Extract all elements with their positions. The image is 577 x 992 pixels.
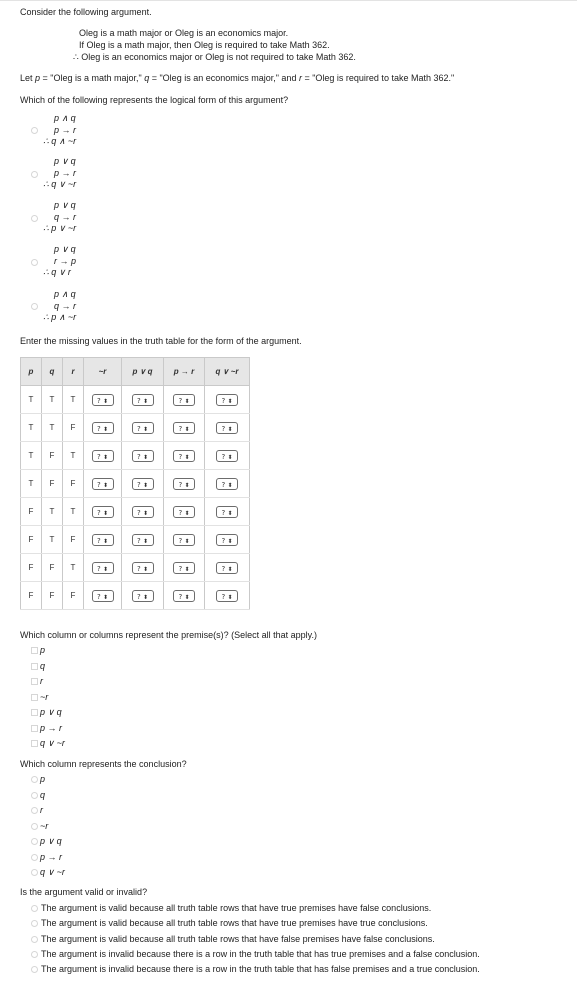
truth-cell-q-or-not-r: [205, 582, 250, 610]
select-arrows-icon: ⬍: [184, 537, 190, 545]
truth-value-q: F: [42, 582, 63, 610]
select-placeholder: ?: [137, 536, 141, 545]
column-header-p-or-q: p ∨ q: [122, 358, 164, 386]
truth-value-q: T: [42, 526, 63, 554]
truth-value-select-not-r[interactable]: [92, 394, 114, 406]
truth-cell-q-or-not-r: [205, 414, 250, 442]
argument-conclusion: ∴ Oleg is an economics major or Oleg is not required to take Math 362.: [73, 52, 356, 62]
truth-value-select-p-implies-r[interactable]: [173, 590, 195, 602]
select-arrows-icon: ⬍: [184, 481, 190, 489]
conclusion-option-4[interactable]: ~r: [40, 820, 49, 831]
truth-value-select-q-or-not-r[interactable]: [216, 478, 238, 490]
premise-option-5[interactable]: p ∨ q: [40, 707, 62, 717]
truth-value-select-q-or-not-r[interactable]: [216, 450, 238, 462]
truth-value-q: F: [42, 554, 63, 582]
validity-radio-3[interactable]: [31, 936, 38, 943]
truth-cell-p-or-q: [122, 386, 164, 414]
truth-cell-q-or-not-r: [205, 498, 250, 526]
truth-value-r: F: [63, 582, 84, 610]
select-arrows-icon: ⬍: [142, 509, 148, 517]
truth-value-select-q-or-not-r[interactable]: [216, 394, 238, 406]
select-arrows-icon: ⬍: [102, 481, 108, 489]
select-placeholder: ?: [178, 592, 183, 601]
truth-cell-q-or-not-r: [205, 386, 250, 414]
truth-value-q: F: [42, 442, 63, 470]
truth-value-select-p-or-q[interactable]: [132, 534, 154, 546]
argument-premise-2: If Oleg is a math major, then Oleg is required to take Math 362.: [79, 40, 330, 50]
select-arrows-icon: ⬍: [102, 565, 108, 573]
truth-cell-p-implies-r: [164, 442, 205, 470]
select-placeholder: ?: [97, 592, 101, 601]
select-placeholder: ?: [221, 424, 226, 433]
truth-cell-not-r: [84, 470, 122, 498]
variable-definitions: Let p = "Oleg is a math major," q = "Oleg is an economics major," and r = "Oleg is required to take Math 362.": [20, 73, 455, 83]
premise-option-6[interactable]: p → r: [40, 722, 63, 733]
truth-table-row: [21, 498, 250, 526]
truth-cell-q-or-not-r: [205, 554, 250, 582]
select-arrows-icon: ⬍: [142, 593, 148, 601]
premise-checkbox-5[interactable]: [31, 709, 38, 716]
truth-table-row: [21, 442, 250, 470]
select-arrows-icon: ⬍: [142, 397, 148, 405]
truth-value-p: F: [21, 526, 42, 554]
truth-value-select-not-r[interactable]: [92, 534, 114, 546]
select-arrows-icon: ⬍: [227, 593, 233, 601]
truth-value-p: F: [21, 498, 42, 526]
truth-value-r: T: [63, 386, 84, 414]
select-arrows-icon: ⬍: [142, 425, 148, 433]
select-arrows-icon: ⬍: [184, 593, 190, 601]
truth-table-question: Enter the missing values in the truth table for the form of the argument.: [20, 336, 302, 346]
select-arrows-icon: ⬍: [227, 565, 233, 573]
truth-cell-p-or-q: [122, 498, 164, 526]
select-placeholder: ?: [137, 508, 141, 517]
truth-cell-not-r: [84, 526, 122, 554]
truth-cell-p-or-q: [122, 526, 164, 554]
truth-value-r: T: [63, 554, 84, 582]
select-placeholder: ?: [221, 396, 226, 405]
argument-premise-1: Oleg is a math major or Oleg is an economics major.: [79, 28, 289, 38]
premise-option-1[interactable]: p: [40, 645, 46, 655]
premise-checkbox-4[interactable]: [31, 694, 38, 701]
select-placeholder: ?: [221, 564, 226, 573]
validity-option-2[interactable]: The argument is valid because all truth table rows that have true premises have true conclusions.: [41, 918, 428, 929]
conclusion-radio-5[interactable]: [31, 838, 38, 845]
top-border: [0, 0, 577, 1]
conclusion-option-2[interactable]: q: [40, 789, 46, 800]
select-placeholder: ?: [221, 480, 226, 489]
select-placeholder: ?: [178, 396, 183, 405]
validity-option-3[interactable]: The argument is valid because all truth table rows that have false premises have false conclusions.: [41, 933, 435, 944]
truth-value-r: F: [63, 470, 84, 498]
select-arrows-icon: ⬍: [142, 453, 148, 461]
truth-cell-q-or-not-r: [205, 470, 250, 498]
conclusion-option-6[interactable]: p → r: [40, 851, 63, 862]
truth-table-row: [21, 526, 250, 554]
select-placeholder: ?: [137, 564, 141, 573]
truth-value-select-p-implies-r[interactable]: [173, 562, 195, 574]
truth-table-row: [21, 470, 250, 498]
premise-checkbox-6[interactable]: [31, 725, 38, 732]
select-placeholder: ?: [97, 396, 101, 405]
truth-cell-not-r: [84, 414, 122, 442]
select-arrows-icon: ⬍: [184, 509, 190, 517]
truth-table: [20, 357, 250, 610]
column-header-not-r: ~r: [84, 358, 122, 386]
truth-value-p: T: [21, 470, 42, 498]
logical-form-option-3[interactable]: p ∨ q q → r ∴ p ∨ ~r: [43, 200, 77, 233]
select-arrows-icon: ⬍: [184, 397, 190, 405]
conclusion-option-7[interactable]: q ∨ ~r: [40, 867, 65, 877]
select-placeholder: ?: [97, 480, 101, 489]
logical-form-radio-1[interactable]: [31, 127, 38, 134]
select-placeholder: ?: [97, 564, 101, 573]
select-arrows-icon: ⬍: [184, 425, 190, 433]
premise-checkbox-1[interactable]: [31, 647, 38, 654]
select-placeholder: ?: [137, 592, 141, 601]
truth-cell-not-r: [84, 442, 122, 470]
truth-value-q: F: [42, 470, 63, 498]
truth-cell-p-or-q: [122, 554, 164, 582]
column-header-r: r: [63, 358, 84, 386]
validity-option-1[interactable]: The argument is valid because all truth table rows that have true premises have false conclusions.: [41, 903, 432, 913]
conclusion-option-1[interactable]: p: [40, 774, 46, 784]
logical-form-radio-4[interactable]: [31, 259, 38, 266]
logical-form-question: Which of the following represents the logical form of this argument?: [20, 95, 289, 105]
truth-table-row: [21, 386, 250, 414]
select-arrows-icon: ⬍: [142, 481, 148, 489]
truth-value-select-not-r[interactable]: [92, 422, 114, 434]
truth-value-select-q-or-not-r[interactable]: [216, 506, 238, 518]
truth-value-select-p-implies-r[interactable]: [173, 394, 195, 406]
truth-cell-p-implies-r: [164, 470, 205, 498]
truth-table-row: [21, 414, 250, 442]
truth-value-select-p-implies-r[interactable]: [173, 450, 195, 462]
truth-value-select-not-r[interactable]: [92, 450, 114, 462]
premise-checkbox-7[interactable]: [31, 740, 38, 747]
premise-option-3[interactable]: r: [40, 676, 43, 686]
select-arrows-icon: ⬍: [102, 397, 108, 405]
truth-cell-p-or-q: [122, 442, 164, 470]
truth-value-select-p-implies-r[interactable]: [173, 422, 195, 434]
truth-value-r: F: [63, 526, 84, 554]
select-arrows-icon: ⬍: [142, 537, 148, 545]
truth-value-p: T: [21, 442, 42, 470]
truth-cell-p-implies-r: [164, 554, 205, 582]
select-placeholder: ?: [178, 424, 183, 433]
select-placeholder: ?: [97, 536, 101, 545]
intro-text: Consider the following argument.: [20, 7, 152, 17]
validity-radio-2[interactable]: [31, 920, 38, 927]
select-arrows-icon: ⬍: [102, 537, 108, 545]
select-placeholder: ?: [137, 424, 141, 433]
column-header-q: q: [42, 358, 63, 386]
premise-option-7[interactable]: q ∨ ~r: [40, 738, 65, 748]
truth-cell-q-or-not-r: [205, 442, 250, 470]
truth-value-select-p-implies-r[interactable]: [173, 478, 195, 490]
select-arrows-icon: ⬍: [227, 509, 233, 517]
validity-radio-1[interactable]: [31, 905, 38, 912]
select-placeholder: ?: [221, 536, 226, 545]
truth-value-q: T: [42, 414, 63, 442]
select-arrows-icon: ⬍: [227, 453, 233, 461]
conclusion-radio-1[interactable]: [31, 776, 38, 783]
column-header-p: p: [21, 358, 42, 386]
truth-value-select-p-or-q[interactable]: [132, 422, 154, 434]
logical-form-option-5[interactable]: p ∧ q q → r ∴ p ∧ ~r: [43, 289, 77, 322]
truth-cell-not-r: [84, 554, 122, 582]
truth-value-select-q-or-not-r[interactable]: [216, 534, 238, 546]
select-placeholder: ?: [178, 564, 183, 573]
truth-value-q: T: [42, 386, 63, 414]
select-placeholder: ?: [137, 396, 141, 405]
truth-table-header: [21, 358, 250, 386]
select-arrows-icon: ⬍: [227, 397, 233, 405]
select-arrows-icon: ⬍: [102, 593, 108, 601]
truth-value-select-p-or-q[interactable]: [132, 562, 154, 574]
truth-cell-q-or-not-r: [205, 526, 250, 554]
conclusion-radio-4[interactable]: [31, 823, 38, 830]
truth-value-select-q-or-not-r[interactable]: [216, 562, 238, 574]
logical-form-radio-2[interactable]: [31, 171, 38, 178]
select-placeholder: ?: [97, 424, 101, 433]
select-placeholder: ?: [97, 452, 101, 461]
conclusion-radio-7[interactable]: [31, 869, 38, 876]
logical-form-option-2[interactable]: p ∨ q p → r ∴ q ∨ ~r: [43, 156, 77, 189]
select-placeholder: ?: [178, 508, 183, 517]
truth-value-select-not-r[interactable]: [92, 562, 114, 574]
select-arrows-icon: ⬍: [184, 565, 190, 573]
conclusion-question: Which column represents the conclusion?: [20, 759, 187, 769]
truth-value-r: T: [63, 442, 84, 470]
truth-value-select-p-implies-r[interactable]: [173, 506, 195, 518]
premise-option-4[interactable]: ~r: [40, 691, 49, 702]
truth-cell-not-r: [84, 386, 122, 414]
truth-value-select-q-or-not-r[interactable]: [216, 590, 238, 602]
truth-value-select-p-or-q[interactable]: [132, 450, 154, 462]
truth-cell-not-r: [84, 582, 122, 610]
select-placeholder: ?: [137, 452, 141, 461]
conclusion-option-3[interactable]: r: [40, 805, 43, 815]
select-arrows-icon: ⬍: [227, 425, 233, 433]
select-arrows-icon: ⬍: [227, 537, 233, 545]
premise-checkbox-3[interactable]: [31, 678, 38, 685]
truth-cell-not-r: [84, 498, 122, 526]
truth-value-p: T: [21, 386, 42, 414]
truth-cell-p-implies-r: [164, 498, 205, 526]
truth-cell-p-implies-r: [164, 414, 205, 442]
validity-radio-4[interactable]: [31, 951, 38, 958]
conclusion-radio-2[interactable]: [31, 792, 38, 799]
conclusion-radio-3[interactable]: [31, 807, 38, 814]
truth-value-select-not-r[interactable]: [92, 506, 114, 518]
truth-value-select-not-r[interactable]: [92, 590, 114, 602]
select-arrows-icon: ⬍: [102, 425, 108, 433]
truth-cell-p-or-q: [122, 582, 164, 610]
select-arrows-icon: ⬍: [102, 453, 108, 461]
premise-option-2[interactable]: q: [40, 660, 46, 671]
select-arrows-icon: ⬍: [102, 509, 108, 517]
validity-question: Is the argument valid or invalid?: [20, 887, 148, 897]
truth-value-select-p-or-q[interactable]: [132, 478, 154, 490]
truth-table-row: [21, 582, 250, 610]
truth-value-p: F: [21, 582, 42, 610]
logical-form-radio-3[interactable]: [31, 215, 38, 222]
truth-value-p: T: [21, 414, 42, 442]
column-header-q-or-not-r: q ∨ ~r: [205, 358, 250, 386]
truth-value-select-p-or-q[interactable]: [132, 506, 154, 518]
select-arrows-icon: ⬍: [227, 481, 233, 489]
select-placeholder: ?: [221, 592, 226, 601]
select-arrows-icon: ⬍: [142, 565, 148, 573]
logical-form-radio-5[interactable]: [31, 303, 38, 310]
column-header-p-implies-r: p → r: [164, 358, 205, 386]
truth-value-r: T: [63, 498, 84, 526]
select-placeholder: ?: [97, 508, 101, 517]
logical-form-option-1[interactable]: p ∧ q p → r ∴ q ∧ ~r: [43, 113, 77, 146]
truth-value-select-p-or-q[interactable]: [132, 590, 154, 602]
truth-value-q: T: [42, 498, 63, 526]
conclusion-option-5[interactable]: p ∨ q: [40, 836, 62, 846]
truth-cell-p-implies-r: [164, 526, 205, 554]
select-placeholder: ?: [221, 452, 226, 461]
select-placeholder: ?: [137, 480, 141, 489]
truth-table-row: [21, 554, 250, 582]
conclusion-radio-6[interactable]: [31, 854, 38, 861]
premise-question: Which column or columns represent the premise(s)? (Select all that apply.): [20, 630, 317, 640]
truth-value-r: F: [63, 414, 84, 442]
select-placeholder: ?: [178, 480, 183, 489]
truth-value-p: F: [21, 554, 42, 582]
truth-cell-p-implies-r: [164, 582, 205, 610]
select-placeholder: ?: [178, 452, 183, 461]
logical-form-option-4[interactable]: p ∨ q r → p ∴ q ∨ r: [43, 244, 77, 277]
validity-radio-5[interactable]: [31, 966, 38, 973]
truth-value-select-p-implies-r[interactable]: [173, 534, 195, 546]
select-placeholder: ?: [221, 508, 226, 517]
validity-option-4[interactable]: The argument is invalid because there is a row in the truth table that has true premises and a false conclusion.: [41, 948, 480, 959]
validity-option-5[interactable]: The argument is invalid because there is a row in the truth table that has false premises and a true conclusion.: [41, 964, 480, 975]
select-placeholder: ?: [178, 536, 183, 545]
premise-checkbox-2[interactable]: [31, 663, 38, 670]
select-arrows-icon: ⬍: [184, 453, 190, 461]
truth-cell-p-or-q: [122, 470, 164, 498]
truth-cell-p-or-q: [122, 414, 164, 442]
truth-cell-p-implies-r: [164, 386, 205, 414]
truth-value-select-not-r[interactable]: [92, 478, 114, 490]
truth-value-select-p-or-q[interactable]: [132, 394, 154, 406]
truth-value-select-q-or-not-r[interactable]: [216, 422, 238, 434]
